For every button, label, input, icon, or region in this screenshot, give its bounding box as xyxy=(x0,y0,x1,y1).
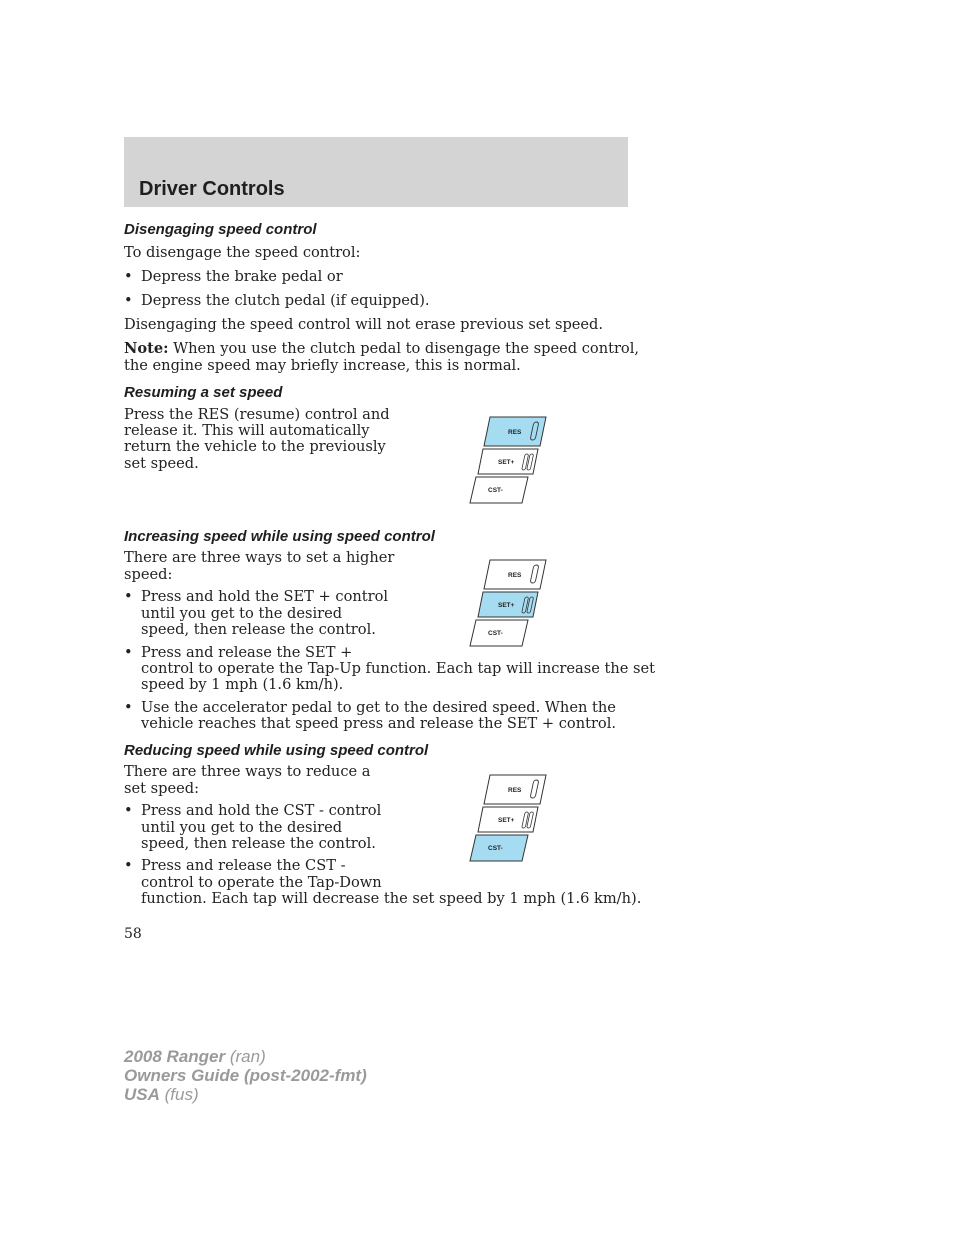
heading-increasing: Increasing speed while using speed control xyxy=(124,528,435,545)
paragraph: set speed: xyxy=(124,780,199,797)
paragraph: return the vehicle to the previously xyxy=(124,438,386,455)
paragraph: Press the RES (resume) control and xyxy=(124,406,390,423)
switch-label-cst: CST- xyxy=(488,630,503,637)
switch-label-set: SET+ xyxy=(498,459,515,466)
document-footer: 2008 Ranger (ran) Owners Guide (post-2002-fmt) USA (fus) xyxy=(124,1047,367,1104)
paragraph: Disengaging the speed control will not erase previous set speed. xyxy=(124,316,604,333)
speed-control-switch-set-highlight xyxy=(468,557,548,649)
paragraph: To disengage the speed control: xyxy=(124,244,361,261)
switch-label-set: SET+ xyxy=(498,817,515,824)
note-paragraph: Note: When you use the clutch pedal to disengage the speed control, xyxy=(124,340,640,357)
speed-control-switch-cst-highlight xyxy=(468,772,548,864)
switch-label-res: RES xyxy=(508,429,522,436)
paragraph: There are three ways to set a higher xyxy=(124,549,395,566)
switch-label-cst: CST- xyxy=(488,487,503,494)
paragraph: speed: xyxy=(124,566,173,583)
paragraph: There are three ways to reduce a xyxy=(124,763,371,780)
switch-label-res: RES xyxy=(508,572,522,579)
paragraph: release it. This will automatically xyxy=(124,422,370,439)
note-label: Note: xyxy=(124,340,169,357)
heading-disengaging: Disengaging speed control xyxy=(124,221,317,238)
note-paragraph-cont: the engine speed may briefly increase, this is normal. xyxy=(124,357,521,374)
page-number: 58 xyxy=(124,926,142,942)
heading-reducing: Reducing speed while using speed control xyxy=(124,742,429,759)
speed-control-switch-res-highlight xyxy=(468,414,548,506)
switch-label-res: RES xyxy=(508,787,522,794)
section-title: Driver Controls xyxy=(139,178,285,200)
heading-resuming: Resuming a set speed xyxy=(124,384,283,401)
switch-label-cst: CST- xyxy=(488,845,503,852)
paragraph: set speed. xyxy=(124,455,199,472)
switch-label-set: SET+ xyxy=(498,602,515,609)
